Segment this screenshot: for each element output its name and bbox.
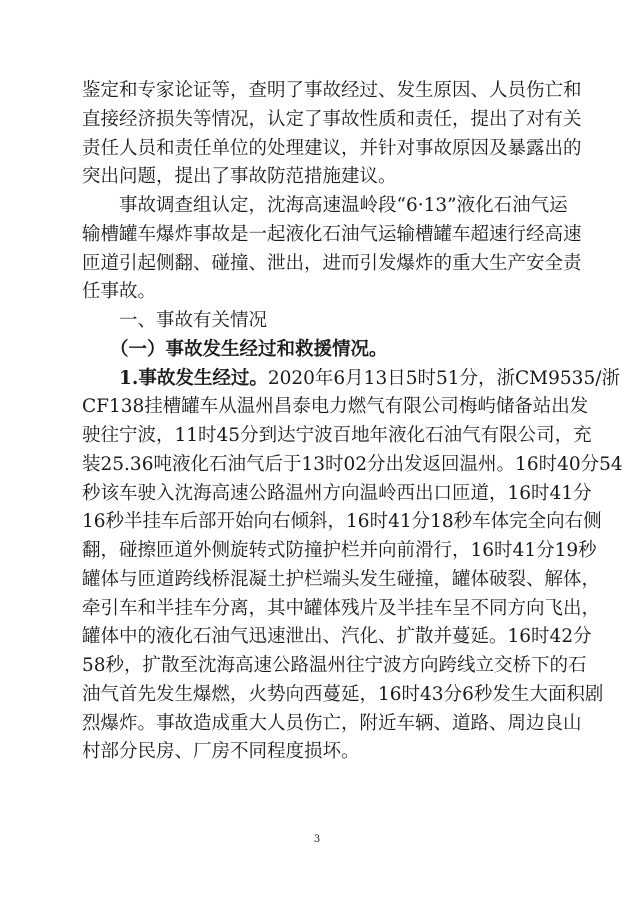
page-number: 3 [313, 834, 321, 845]
text-line: 罐体与匝道跨线桥混凝土护栏端头发生碰撞，罐体破裂、解体， [82, 568, 601, 590]
text-line: 直接经济损失等情况，认定了事故性质和责任，提出了对有关 [82, 108, 582, 130]
text-line: 翻，碰擦匝道外侧旋转式防撞护栏并向前滑行，16时41分19秒 [82, 540, 597, 561]
paragraph-conclusion [82, 192, 582, 307]
text-line: 58秒，扩散至沈海高速公路温州往宁波方向跨线立交桥下的石 [82, 655, 587, 676]
text-line: 事故调查组认定，沈海高速温岭段“6·13”液化石油气运 [119, 195, 568, 216]
text-line: 突出问题，提出了事故防范措施建议。 [82, 166, 397, 188]
text-line: 罐体中的液化石油气迅速泄出、汽化、扩散并蔓延。16时42分 [82, 626, 592, 648]
item-lead: 1.事故发生经过。 [119, 367, 268, 389]
body-text [82, 77, 623, 767]
text-span: 2020年6月13日5时51分，浙CM9535/浙 [267, 367, 620, 389]
text-line: 鉴定和专家论证等，查明了事故经过、发生原因、人员伤亡和 [82, 80, 582, 101]
text-line: 秒该车驶入沈海高速公路温州方向温岭西出口匝道，16时41分 [82, 482, 592, 504]
paragraph-accident-process [82, 365, 623, 768]
text-line: 责任人员和责任单位的处理建议，并针对事故原因及暴露出的 [82, 137, 582, 159]
text-line: 输槽罐车爆炸事故是一起液化石油气运输槽罐车超速行经高速 [82, 223, 582, 245]
text-line: 油气首先发生爆燃，火势向西蔓延，16时43分6秒发生大面积剧 [82, 683, 604, 705]
section-heading: 一、事故有关情况 [119, 310, 268, 331]
text-line: 任事故。 [82, 281, 157, 303]
text-line: CF138挂槽罐车从温州昌泰电力燃气有限公司梅屿储备站出发 [82, 396, 589, 418]
subsection-heading: （一）事故发生经过和救援情况。 [110, 338, 388, 360]
text-line: 匝道引起侧翻、碰撞、泄出，进而引发爆炸的重大生产安全责 [82, 252, 582, 274]
text-line: 烈爆炸。事故造成重大人员伤亡，附近车辆、道路、周边良山 [82, 712, 582, 734]
text-line: 16秒半挂车后部开始向右倾斜，16时41分18秒车体完全向右侧 [82, 511, 602, 533]
text-line: 牵引车和半挂车分离，其中罐体残片及半挂车呈不同方向飞出， [82, 597, 601, 619]
text-line: 驶往宁波，11时45分到达宁波百地年液化石油气有限公司，充 [82, 425, 592, 446]
text-line: 村部分民房、厂房不同程度损坏。 [82, 741, 360, 763]
text-line [82, 365, 620, 394]
paragraph-summary [82, 77, 582, 192]
text-line: 装25.36吨液化石油气后于13时02分出发返回温州。16时40分54 [82, 453, 623, 475]
